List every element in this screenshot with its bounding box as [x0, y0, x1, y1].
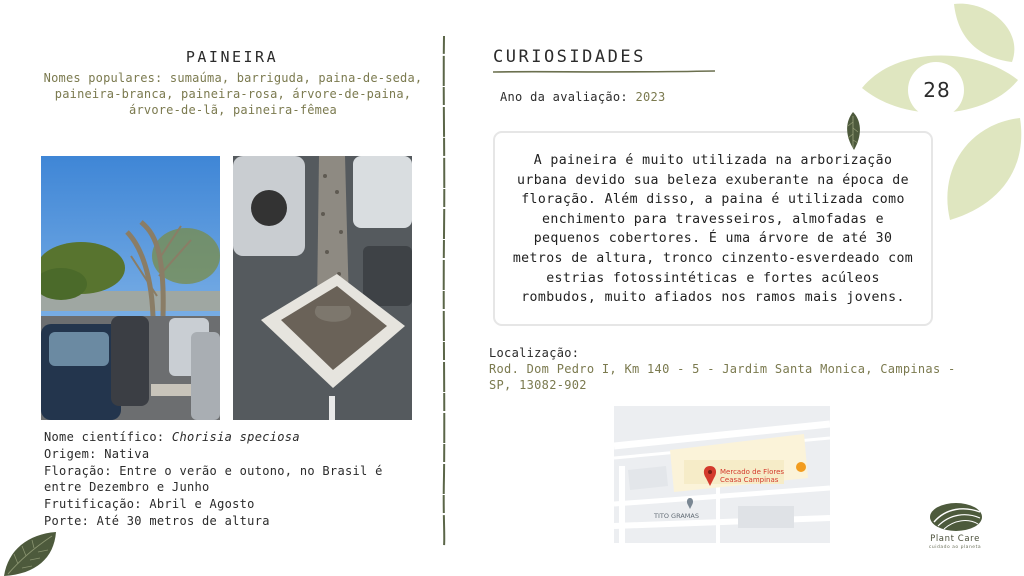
location-address: Rod. Dom Pedro I, Km 140 - 5 - Jardim Santa Monica, Campinas - SP, 13082-902 — [489, 362, 956, 392]
species-facts — [44, 429, 424, 530]
map-place-line2: Ceasa Campinas — [720, 476, 779, 484]
page-number: 28 — [923, 78, 951, 102]
trunk-photo — [233, 156, 412, 420]
leaf-decoration-bottom — [0, 528, 60, 576]
year-value: 2023 — [635, 90, 666, 104]
evaluation-year — [500, 90, 666, 104]
location-label: Localização: — [489, 346, 580, 360]
food-pin-icon — [796, 462, 806, 472]
scientific-name-value: Chorisia speciosa — [171, 430, 300, 444]
origin-row: Origem: Nativa — [44, 446, 150, 461]
curiosities-box — [493, 131, 933, 326]
flowering-row: Floração: Entre o verão e outono, no Brasil é entre Dezembro e Junho — [44, 463, 383, 495]
leaf-icon — [843, 112, 863, 152]
scientific-name-label: Nome científico: — [44, 430, 172, 444]
location-map[interactable] — [614, 406, 830, 543]
year-label: Ano da avaliação: — [500, 90, 636, 104]
brand-tagline: cuidado ao planeta — [928, 545, 982, 550]
size-row: Porte: Até 30 metros de altura — [44, 513, 270, 528]
map-place-label — [720, 468, 784, 484]
tree-photo — [41, 156, 220, 420]
title-underline — [493, 68, 715, 76]
map-place-line1: Mercado de Flores — [720, 468, 785, 476]
vertical-divider — [440, 36, 448, 546]
curiosities-text: A paineira é muito utilizada na arborização urbana devido sua beleza exuberante na época de floração. Além disso, a paina é utilizada como enchimento para travesseiros, almofadas e pequenos cobertores. É uma árvore de até 30 metros de altura, tronco cinzento-esverdeado com estrias fotossintéticas e fortes acúleos rombudos, muito afiados nos ramos mais jovens. — [512, 153, 914, 306]
brand-name: Plant Care — [930, 534, 980, 544]
popular-names: Nomes populares: sumaúma, barriguda, paina-de-seda, paineira-branca, paineira-rosa, árvore-de-paina, árvore-de-lã, paineira-fêmea — [43, 71, 423, 117]
fruiting-row: Frutificação: Abril e Agosto — [44, 497, 255, 512]
map-poi-label: TITO GRAMAS — [654, 512, 699, 520]
scientific-name-row — [44, 429, 424, 446]
species-title: PAINEIRA — [185, 48, 279, 66]
curiosities-title: CURIOSIDADES — [493, 47, 646, 67]
